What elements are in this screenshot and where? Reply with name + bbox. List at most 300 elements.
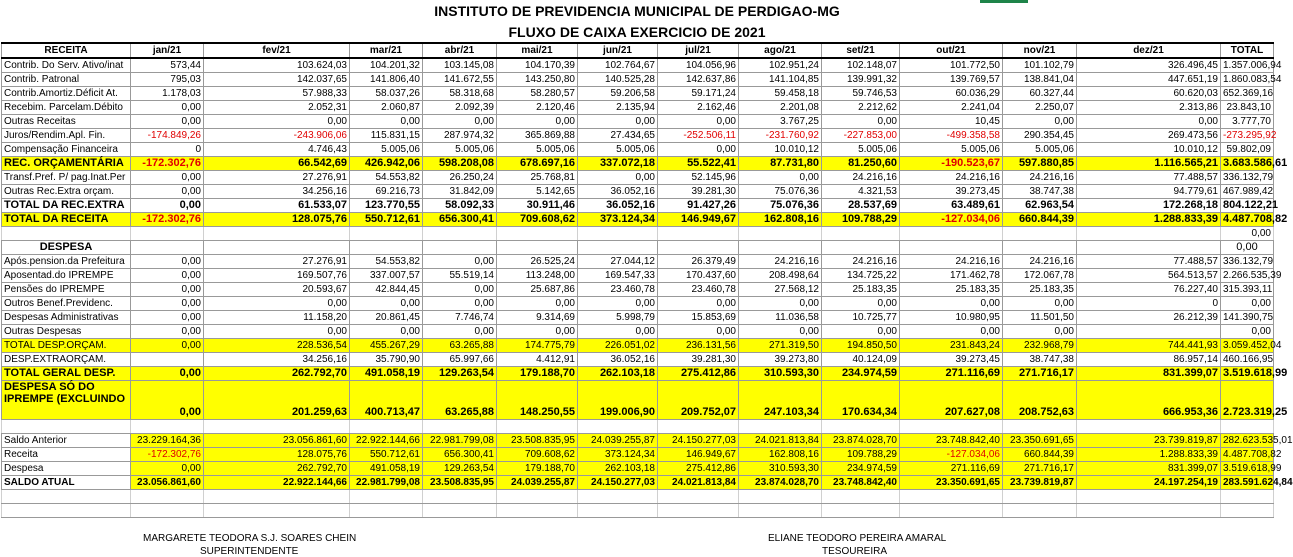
table-cell[interactable]: 804.122,21	[1221, 199, 1274, 213]
table-cell[interactable]: 0,00	[131, 297, 204, 311]
table-cell[interactable]: -174.849,26	[131, 129, 204, 143]
table-cell[interactable]: 2.052,31	[204, 101, 350, 115]
table-cell[interactable]: 0,00	[822, 325, 900, 339]
table-cell[interactable]: 0,00	[822, 297, 900, 311]
table-cell[interactable]: 666.953,36	[1077, 381, 1221, 420]
table-cell[interactable]: 0,00	[739, 297, 822, 311]
column-header[interactable]: jul/21	[658, 43, 739, 58]
table-cell[interactable]: 11.158,20	[204, 311, 350, 325]
table-cell[interactable]: 0,00	[131, 367, 204, 381]
table-cell[interactable]: 141.390,75	[1221, 311, 1274, 325]
table-cell[interactable]	[658, 227, 739, 241]
table-cell[interactable]: 63.265,88	[423, 339, 497, 353]
column-header[interactable]: mai/21	[497, 43, 578, 58]
table-cell[interactable]: 162.808,16	[739, 448, 822, 462]
table-cell[interactable]	[1077, 325, 1221, 339]
table-cell[interactable]: -227.853,00	[822, 129, 900, 143]
table-cell[interactable]: 283.591.624,84	[1221, 476, 1274, 490]
table-cell[interactable]: -231.760,92	[739, 129, 822, 143]
row-label[interactable]: Contrib.Amortiz.Déficit At.	[2, 87, 131, 101]
table-cell[interactable]: -499.358,58	[900, 129, 1003, 143]
table-cell[interactable]: 57.988,33	[204, 87, 350, 101]
row-label[interactable]: Outras Rec.Extra orçam.	[2, 185, 131, 199]
table-cell[interactable]: 550.712,61	[350, 213, 423, 227]
table-cell[interactable]: 209.752,07	[658, 381, 739, 420]
table-cell[interactable]	[1077, 241, 1221, 255]
table-cell[interactable]: 0,00	[423, 283, 497, 297]
table-cell[interactable]: 172.067,78	[1003, 269, 1077, 283]
table-cell[interactable]: 0,00	[1221, 297, 1274, 311]
table-cell[interactable]: 26.379,49	[658, 255, 739, 269]
table-cell[interactable]: 39.281,30	[658, 353, 739, 367]
column-header[interactable]: jan/21	[131, 43, 204, 58]
table-cell[interactable]: 15.853,69	[658, 311, 739, 325]
table-cell[interactable]: 455.267,29	[350, 339, 423, 353]
row-label[interactable]: Transf.Pref. P/ pag.Inat.Per	[2, 171, 131, 185]
table-cell[interactable]: 76.227,40	[1077, 283, 1221, 297]
table-cell[interactable]: 282.623.535,01	[1221, 434, 1274, 448]
table-cell[interactable]: 2.266.535,39	[1221, 269, 1274, 283]
table-cell[interactable]: 63.265,88	[423, 381, 497, 420]
table-cell[interactable]: 142.037,65	[204, 73, 350, 87]
table-cell[interactable]: 23.748.842,40	[900, 434, 1003, 448]
table-cell[interactable]	[1221, 420, 1274, 434]
table-cell[interactable]: 0,00	[131, 381, 204, 420]
table-cell[interactable]: 0,00	[131, 325, 204, 339]
table-cell[interactable]: 0	[1077, 297, 1221, 311]
table-cell[interactable]: 1.860.083,54	[1221, 73, 1274, 87]
table-cell[interactable]: 26.250,24	[423, 171, 497, 185]
table-cell[interactable]: 4.487.708,82	[1221, 213, 1274, 227]
table-cell[interactable]	[658, 241, 739, 255]
row-label[interactable]: TOTAL DA RECEITA	[2, 213, 131, 227]
table-cell[interactable]: 24.216,16	[1003, 255, 1077, 269]
row-label[interactable]: Após.pension.da Prefeitura	[2, 255, 131, 269]
table-cell[interactable]: 36.052,16	[578, 199, 658, 213]
table-cell[interactable]: 179.188,70	[497, 367, 578, 381]
table-cell[interactable]: 336.132,79	[1221, 255, 1274, 269]
table-cell[interactable]: 23.843,10	[1221, 101, 1274, 115]
table-cell[interactable]: 81.250,60	[822, 157, 900, 171]
table-cell[interactable]: 1.288.833,39	[1077, 448, 1221, 462]
table-cell[interactable]: 24.216,16	[822, 171, 900, 185]
table-cell[interactable]	[131, 504, 204, 518]
table-cell[interactable]: 54.553,82	[350, 171, 423, 185]
table-cell[interactable]: 75.076,36	[739, 199, 822, 213]
table-cell[interactable]: 24.216,16	[1003, 171, 1077, 185]
table-cell[interactable]: 60.327,44	[1003, 87, 1077, 101]
table-cell[interactable]: 87.731,80	[739, 157, 822, 171]
table-cell[interactable]: 10.980,95	[900, 311, 1003, 325]
table-cell[interactable]: 0,00	[658, 325, 739, 339]
table-cell[interactable]: 262.103,18	[578, 367, 658, 381]
table-cell[interactable]: 23.508.835,95	[497, 434, 578, 448]
table-cell[interactable]	[578, 227, 658, 241]
table-cell[interactable]: 2.723.319,25	[1221, 381, 1274, 420]
table-cell[interactable]: 0,00	[350, 115, 423, 129]
table-cell[interactable]: 139.769,57	[900, 73, 1003, 87]
table-cell[interactable]: 460.166,95	[1221, 353, 1274, 367]
table-cell[interactable]: 65.997,66	[423, 353, 497, 367]
table-cell[interactable]	[822, 241, 900, 255]
table-cell[interactable]	[423, 241, 497, 255]
row-label[interactable]: Saldo Anterior	[2, 434, 131, 448]
table-cell[interactable]: 115.831,15	[350, 129, 423, 143]
table-cell[interactable]: 11.036,58	[739, 311, 822, 325]
table-cell[interactable]: -243.906,06	[204, 129, 350, 143]
table-cell[interactable]	[739, 420, 822, 434]
table-cell[interactable]: 172.268,18	[1077, 199, 1221, 213]
table-cell[interactable]: 23.460,78	[578, 283, 658, 297]
table-cell[interactable]: 23.350.691,65	[1003, 434, 1077, 448]
table-cell[interactable]: 0,00	[204, 115, 350, 129]
table-cell[interactable]: 24.021.813,84	[739, 434, 822, 448]
table-cell[interactable]: 0,00	[497, 297, 578, 311]
table-cell[interactable]: 550.712,61	[350, 448, 423, 462]
table-cell[interactable]: 103.624,03	[204, 58, 350, 73]
table-cell[interactable]	[822, 227, 900, 241]
table-cell[interactable]: 3.059.452,04	[1221, 339, 1274, 353]
table-cell[interactable]: 24.216,16	[822, 255, 900, 269]
table-cell[interactable]: 34.256,16	[204, 185, 350, 199]
table-cell[interactable]	[578, 490, 658, 504]
table-cell[interactable]: 60.620,03	[1077, 87, 1221, 101]
table-cell[interactable]	[822, 504, 900, 518]
table-cell[interactable]: 113.248,00	[497, 269, 578, 283]
table-cell[interactable]: 146.949,67	[658, 448, 739, 462]
table-cell[interactable]: 0,00	[1003, 115, 1077, 129]
table-cell[interactable]: 25.768,81	[497, 171, 578, 185]
table-cell[interactable]	[1003, 227, 1077, 241]
table-cell[interactable]: 4.746,43	[204, 143, 350, 157]
table-cell[interactable]: 199.006,90	[578, 381, 658, 420]
table-cell[interactable]	[578, 420, 658, 434]
table-cell[interactable]	[204, 227, 350, 241]
table-cell[interactable]	[1003, 420, 1077, 434]
table-cell[interactable]: 25.183,35	[822, 283, 900, 297]
table-cell[interactable]: 20.593,67	[204, 283, 350, 297]
table-cell[interactable]: 2.060,87	[350, 101, 423, 115]
table-cell[interactable]: 0,00	[739, 325, 822, 339]
table-cell[interactable]	[739, 227, 822, 241]
table-cell[interactable]: 201.259,63	[204, 381, 350, 420]
table-cell[interactable]: 27.568,12	[739, 283, 822, 297]
table-cell[interactable]: 194.850,50	[822, 339, 900, 353]
table-cell[interactable]: 0,00	[131, 199, 204, 213]
table-cell[interactable]: 59.171,24	[658, 87, 739, 101]
table-cell[interactable]	[423, 420, 497, 434]
table-cell[interactable]: 228.536,54	[204, 339, 350, 353]
table-cell[interactable]	[578, 241, 658, 255]
table-cell[interactable]: 1.178,03	[131, 87, 204, 101]
table-cell[interactable]	[822, 490, 900, 504]
table-cell[interactable]: -190.523,67	[900, 157, 1003, 171]
table-cell[interactable]: -172.302,76	[131, 448, 204, 462]
table-cell[interactable]: 39.273,45	[900, 185, 1003, 199]
table-cell[interactable]: 52.145,96	[658, 171, 739, 185]
row-label[interactable]: Despesa	[2, 462, 131, 476]
table-cell[interactable]: 59.458,18	[739, 87, 822, 101]
table-cell[interactable]: 0,00	[131, 311, 204, 325]
table-cell[interactable]: 128.075,76	[204, 448, 350, 462]
table-cell[interactable]: 3.767,25	[739, 115, 822, 129]
table-cell[interactable]: 25.687,86	[497, 283, 578, 297]
table-cell[interactable]: -127.034,06	[900, 213, 1003, 227]
table-cell[interactable]: 310.593,30	[739, 462, 822, 476]
table-cell[interactable]: 0,00	[900, 297, 1003, 311]
table-cell[interactable]: 27.276,91	[204, 255, 350, 269]
row-label[interactable]: Juros/Rendim.Apl. Fin.	[2, 129, 131, 143]
table-cell[interactable]: 22.981.799,08	[423, 434, 497, 448]
table-cell[interactable]: 148.250,55	[497, 381, 578, 420]
table-cell[interactable]: 0,00	[658, 297, 739, 311]
table-cell[interactable]: -273.295,92	[1221, 129, 1274, 143]
table-cell[interactable]: 3.519.618,99	[1221, 367, 1274, 381]
table-cell[interactable]: 10,45	[900, 115, 1003, 129]
table-cell[interactable]: 0,00	[1221, 241, 1274, 255]
table-cell[interactable]: 0,00	[423, 115, 497, 129]
table-cell[interactable]: 23.874.028,70	[739, 476, 822, 490]
table-cell[interactable]: 315.393,11	[1221, 283, 1274, 297]
table-cell[interactable]	[1077, 504, 1221, 518]
table-cell[interactable]: 27.044,12	[578, 255, 658, 269]
table-cell[interactable]: 102.951,24	[739, 58, 822, 73]
table-cell[interactable]: 30.911,46	[497, 199, 578, 213]
table-cell[interactable]	[131, 420, 204, 434]
table-cell[interactable]: 207.627,08	[900, 381, 1003, 420]
table-cell[interactable]: 0,00	[1221, 227, 1274, 241]
table-cell[interactable]: 271.116,69	[900, 462, 1003, 476]
table-cell[interactable]: 678.697,16	[497, 157, 578, 171]
table-cell[interactable]: 5.998,79	[578, 311, 658, 325]
table-cell[interactable]: 9.314,69	[497, 311, 578, 325]
table-cell[interactable]	[2, 420, 131, 434]
table-cell[interactable]: 23.874.028,70	[822, 434, 900, 448]
table-cell[interactable]: 365.869,88	[497, 129, 578, 143]
row-label[interactable]: Outras Despesas	[2, 325, 131, 339]
column-header[interactable]: set/21	[822, 43, 900, 58]
table-cell[interactable]	[1003, 504, 1077, 518]
table-cell[interactable]: 77.488,57	[1077, 255, 1221, 269]
table-cell[interactable]: 234.974,59	[822, 367, 900, 381]
table-cell[interactable]: 66.542,69	[204, 157, 350, 171]
table-cell[interactable]: 38.747,38	[1003, 353, 1077, 367]
table-cell[interactable]: 39.281,30	[658, 185, 739, 199]
table-cell[interactable]: 77.488,57	[1077, 171, 1221, 185]
table-cell[interactable]: 39.273,80	[739, 353, 822, 367]
table-cell[interactable]: 271.716,17	[1003, 462, 1077, 476]
table-cell[interactable]: 491.058,19	[350, 367, 423, 381]
row-label[interactable]: Despesas Administrativas	[2, 311, 131, 325]
table-cell[interactable]: 55.519,14	[423, 269, 497, 283]
table-cell[interactable]: 287.974,32	[423, 129, 497, 143]
table-cell[interactable]: 23.350.691,65	[900, 476, 1003, 490]
table-cell[interactable]	[497, 241, 578, 255]
column-header[interactable]: jun/21	[578, 43, 658, 58]
table-cell[interactable]: -127.034,06	[900, 448, 1003, 462]
table-cell[interactable]: 0,00	[131, 115, 204, 129]
table-cell[interactable]: 0,00	[1077, 115, 1221, 129]
table-cell[interactable]: 0,00	[131, 171, 204, 185]
table-cell[interactable]: 59.802,09	[1221, 143, 1274, 157]
table-cell[interactable]: 7.746,74	[423, 311, 497, 325]
table-cell[interactable]: 373.124,34	[578, 448, 658, 462]
table-cell[interactable]: 0,00	[1003, 297, 1077, 311]
table-cell[interactable]: 169.547,33	[578, 269, 658, 283]
table-cell[interactable]: 0,00	[900, 325, 1003, 339]
table-cell[interactable]: 656.300,41	[423, 213, 497, 227]
table-cell[interactable]: 10.010,12	[739, 143, 822, 157]
table-cell[interactable]	[2, 504, 131, 518]
table-cell[interactable]: 36.052,16	[578, 185, 658, 199]
table-cell[interactable]	[658, 490, 739, 504]
table-cell[interactable]	[350, 227, 423, 241]
table-cell[interactable]: 22.922.144,66	[350, 434, 423, 448]
table-cell[interactable]: 5.005,06	[1003, 143, 1077, 157]
table-cell[interactable]: 660.844,39	[1003, 213, 1077, 227]
table-cell[interactable]: 24.216,16	[739, 255, 822, 269]
table-cell[interactable]	[2, 227, 131, 241]
table-cell[interactable]: 247.103,34	[739, 381, 822, 420]
table-cell[interactable]: 831.399,07	[1077, 462, 1221, 476]
table-cell[interactable]: 2.162,46	[658, 101, 739, 115]
table-cell[interactable]: 491.058,19	[350, 462, 423, 476]
table-cell[interactable]: 23.739.819,87	[1077, 434, 1221, 448]
table-cell[interactable]: 652.369,16	[1221, 87, 1274, 101]
table-cell[interactable]: 5.005,06	[578, 143, 658, 157]
table-cell[interactable]: 0,00	[739, 171, 822, 185]
table-cell[interactable]: 86.957,14	[1077, 353, 1221, 367]
table-cell[interactable]	[131, 241, 204, 255]
table-cell[interactable]: 55.522,41	[658, 157, 739, 171]
table-cell[interactable]	[658, 504, 739, 518]
table-cell[interactable]: 4.412,91	[497, 353, 578, 367]
table-cell[interactable]: 101.102,79	[1003, 58, 1077, 73]
table-cell[interactable]: 23.508.835,95	[423, 476, 497, 490]
table-cell[interactable]: 208.752,63	[1003, 381, 1077, 420]
table-cell[interactable]: 146.949,67	[658, 213, 739, 227]
table-cell[interactable]: 61.533,07	[204, 199, 350, 213]
table-cell[interactable]	[350, 241, 423, 255]
row-label[interactable]: Contrib. Patronal	[2, 73, 131, 87]
table-cell[interactable]: 39.273,45	[900, 353, 1003, 367]
table-cell[interactable]: 10.725,77	[822, 311, 900, 325]
table-cell[interactable]: 22.981.799,08	[350, 476, 423, 490]
table-cell[interactable]: 140.525,28	[578, 73, 658, 87]
table-cell[interactable]: 170.634,34	[822, 381, 900, 420]
table-cell[interactable]: 138.841,04	[1003, 73, 1077, 87]
table-cell[interactable]: 0,00	[131, 101, 204, 115]
table-cell[interactable]: 262.792,70	[204, 462, 350, 476]
table-cell[interactable]: 2.241,04	[900, 101, 1003, 115]
column-header[interactable]: mar/21	[350, 43, 423, 58]
row-label[interactable]: TOTAL GERAL DESP.	[2, 367, 131, 381]
table-cell[interactable]	[423, 504, 497, 518]
table-cell[interactable]: 11.501,50	[1003, 311, 1077, 325]
table-cell[interactable]: 169.507,76	[204, 269, 350, 283]
table-cell[interactable]	[1003, 241, 1077, 255]
table-cell[interactable]: 75.076,36	[739, 185, 822, 199]
table-cell[interactable]: 0,00	[350, 297, 423, 311]
table-cell[interactable]: 0,00	[131, 269, 204, 283]
table-cell[interactable]: 59.746,53	[822, 87, 900, 101]
table-cell[interactable]: 326.496,45	[1077, 58, 1221, 73]
table-cell[interactable]: 91.427,26	[658, 199, 739, 213]
table-cell[interactable]: 35.790,90	[350, 353, 423, 367]
table-cell[interactable]	[1221, 490, 1274, 504]
table-cell[interactable]: 0,00	[131, 339, 204, 353]
table-cell[interactable]: 5.005,06	[497, 143, 578, 157]
table-cell[interactable]: 40.124,09	[822, 353, 900, 367]
table-cell[interactable]	[900, 504, 1003, 518]
table-cell[interactable]: 831.399,07	[1077, 367, 1221, 381]
table-cell[interactable]: 564.513,57	[1077, 269, 1221, 283]
table-cell[interactable]: 426.942,06	[350, 157, 423, 171]
table-cell[interactable]: 0,00	[131, 462, 204, 476]
table-cell[interactable]: 62.963,54	[1003, 199, 1077, 213]
table-cell[interactable]: 109.788,29	[822, 213, 900, 227]
table-cell[interactable]: 58.092,33	[423, 199, 497, 213]
table-cell[interactable]: 27.276,91	[204, 171, 350, 185]
table-cell[interactable]	[658, 420, 739, 434]
table-cell[interactable]: 25.183,35	[900, 283, 1003, 297]
table-cell[interactable]: 0,00	[497, 115, 578, 129]
table-cell[interactable]: 5.005,06	[900, 143, 1003, 157]
table-cell[interactable]: 226.051,02	[578, 339, 658, 353]
column-header[interactable]: nov/21	[1003, 43, 1077, 58]
table-cell[interactable]: 24.021.813,84	[658, 476, 739, 490]
table-cell[interactable]: 63.489,61	[900, 199, 1003, 213]
table-cell[interactable]: 24.216,16	[900, 255, 1003, 269]
table-cell[interactable]: 795,03	[131, 73, 204, 87]
table-cell[interactable]: 744.441,93	[1077, 339, 1221, 353]
table-cell[interactable]: 0,00	[350, 325, 423, 339]
table-cell[interactable]: 23.748.842,40	[822, 476, 900, 490]
table-cell[interactable]	[204, 241, 350, 255]
table-cell[interactable]: 656.300,41	[423, 448, 497, 462]
table-cell[interactable]	[739, 241, 822, 255]
table-cell[interactable]: 141.672,55	[423, 73, 497, 87]
table-cell[interactable]: 373.124,34	[578, 213, 658, 227]
table-cell[interactable]: 3.519.618,99	[1221, 462, 1274, 476]
table-cell[interactable]: 42.844,45	[350, 283, 423, 297]
table-cell[interactable]	[497, 490, 578, 504]
table-cell[interactable]: 0,00	[578, 297, 658, 311]
table-cell[interactable]: 2.250,07	[1003, 101, 1077, 115]
table-cell[interactable]: 0,00	[497, 325, 578, 339]
table-cell[interactable]	[822, 420, 900, 434]
table-cell[interactable]: 290.354,45	[1003, 129, 1077, 143]
table-cell[interactable]	[350, 420, 423, 434]
row-label[interactable]: DESPESA SÓ DO IPREMPE (EXCLUINDO	[2, 381, 131, 420]
table-cell[interactable]: 174.775,79	[497, 339, 578, 353]
table-cell[interactable]: 337.072,18	[578, 157, 658, 171]
row-label[interactable]: TOTAL DA REC.EXTRA	[2, 199, 131, 213]
table-cell[interactable]: 103.145,08	[423, 58, 497, 73]
column-header[interactable]: RECEITA	[2, 43, 131, 58]
table-cell[interactable]	[1077, 420, 1221, 434]
column-header[interactable]: out/21	[900, 43, 1003, 58]
row-label[interactable]: Aposentad.do IPREMPE	[2, 269, 131, 283]
table-cell[interactable]	[497, 227, 578, 241]
table-cell[interactable]: -172.302,76	[131, 157, 204, 171]
table-cell[interactable]: 38.747,38	[1003, 185, 1077, 199]
table-cell[interactable]: 2.120,46	[497, 101, 578, 115]
table-cell[interactable]: 129.263,54	[423, 462, 497, 476]
table-cell[interactable]	[350, 490, 423, 504]
table-cell[interactable]: 24.039.255,87	[497, 476, 578, 490]
table-cell[interactable]: 5.005,06	[350, 143, 423, 157]
